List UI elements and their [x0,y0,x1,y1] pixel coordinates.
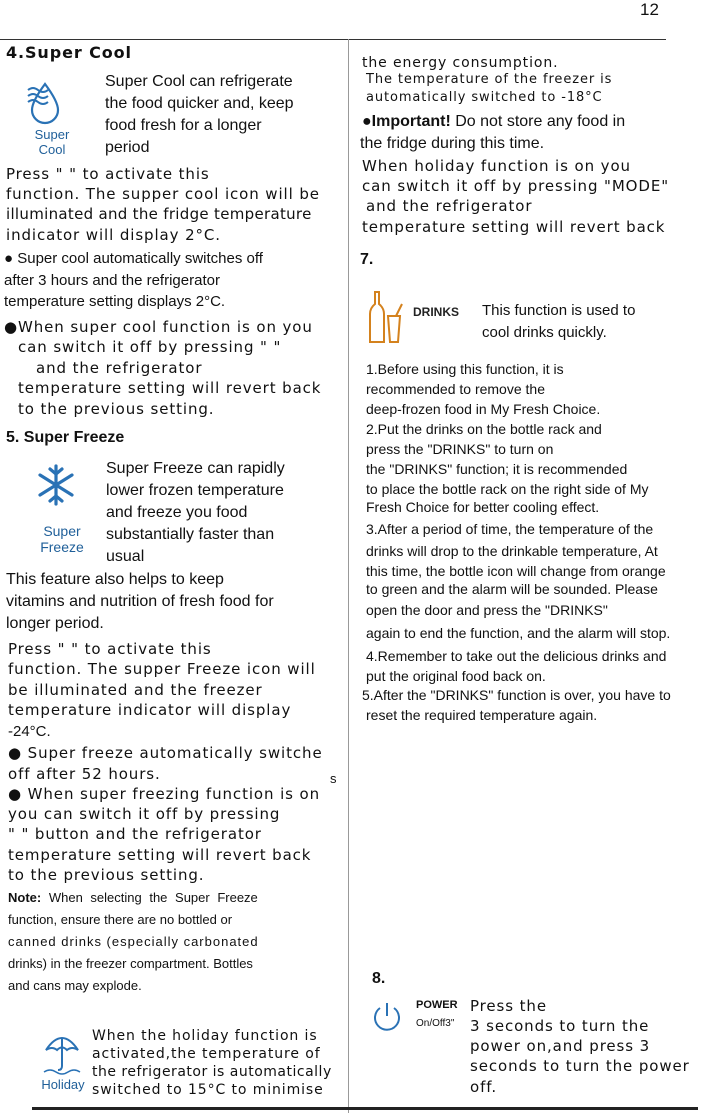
drinks-step-11: this time, the bottle icon will change from orange [366,563,666,579]
super-cool-press-3: illuminated and the fridge temperature [6,205,312,223]
drinks-step-17: 5.After the "DRINKS" function is over, you have to [362,687,671,703]
super-freeze-bullet-2c: " " button and the refrigerator [8,825,262,843]
super-freeze-icon-label: Super Freeze [40,523,84,556]
drinks-step-3: deep-frozen food in My Fresh Choice. [366,401,601,417]
drinks-step-16: put the original food back on. [366,668,546,684]
holiday-desc-2: activated,the temperature of [92,1046,321,1062]
power-icon-sub: On/Off3" [416,1018,455,1029]
power-desc-3: power on,and press 3 [470,1037,651,1055]
super-cool-press-1: Press " " to activate this [6,165,210,183]
super-freeze-bullet-1a: ● Super freeze automatically switche [8,744,323,762]
column-divider [348,39,349,1113]
super-freeze-desc-4: substantially faster than [106,526,275,543]
note-line-2: function, ensure there are no bottled or [8,912,233,927]
drinks-step-12: to green and the alarm will be sounded. Please [366,581,658,597]
power-icon [370,1000,404,1034]
power-desc-2: 3 seconds to turn the [470,1017,650,1035]
super-freeze-extra-2: vitamins and nutrition of fresh food for [6,593,274,610]
drinks-step-14: again to end the function, and the alarm will stop. [366,625,671,641]
drinks-step-8: Fresh Choice for better cooling effect. [366,499,600,515]
drinks-step-2: recommended to remove the [366,381,545,397]
holiday-off-2: can switch it off by pressing "MODE" [362,177,670,195]
stray-s: s [330,771,337,786]
drinks-desc-2: cool drinks quickly. [482,324,607,341]
note-line-5: and cans may explode. [8,978,142,993]
super-cool-desc-3: food fresh for a longer [105,117,262,134]
holiday-off-3: and the refrigerator [366,197,533,215]
top-rule [0,39,666,40]
super-cool-icon-label: Super Cool [34,127,70,157]
super-freeze-desc-5: usual [106,548,145,565]
page-number: 12 [640,0,659,19]
super-freeze-press-4: temperature indicator will display [8,701,292,719]
holiday-icon-label: Holiday [41,1077,85,1092]
power-desc-5: off. [470,1078,498,1096]
important-line-2: the fridge during this time. [360,135,545,152]
super-cool-icon [24,80,66,126]
super-freeze-desc-3: and freeze you food [106,504,248,521]
drinks-icon-label: DRINKS [413,305,460,319]
super-freeze-bullet-1b: off after 52 hours. [8,765,161,783]
super-freeze-press-3: be illuminated and the freezer [8,681,263,699]
power-icon-label: POWER [416,999,458,1011]
super-cool-bullet-2c: and the refrigerator [36,359,203,377]
drinks-step-10: drinks will drop to the drinkable temperature, At [366,543,658,559]
super-freeze-desc-2: lower frozen temperature [106,482,284,499]
super-freeze-bullet-2b: you can switch it off by pressing [8,805,281,823]
holiday-cont-3: automatically switched to -18°C [366,90,603,105]
drinks-step-1: 1.Before using this function, it is [366,361,564,377]
holiday-desc-1: When the holiday function is [92,1028,318,1044]
drinks-step-5: press the "DRINKS" to turn on [366,441,554,457]
holiday-umbrella-icon [42,1030,82,1076]
holiday-desc-4: switched to 15°C to minimise [92,1082,324,1098]
super-freeze-bullet-2d: temperature setting will revert back [8,846,312,864]
drinks-step-13: open the door and press the "DRINKS" [366,602,608,618]
super-cool-bullet-2b: can switch it off by pressing " " [18,338,282,356]
super-cool-press-4: indicator will display 2°C. [6,226,221,244]
super-cool-desc-1: Super Cool can refrigerate [105,73,293,90]
note-line-1: Note: When selecting the Super Freeze [8,890,258,905]
super-cool-bullet-1b: after 3 hours and the refrigerator [4,272,220,289]
super-cool-press-2: function. The supper cool icon will be [6,185,320,203]
section-7-number: 7. [360,251,374,268]
super-cool-bullet-2a: ●When super cool function is on you [4,318,313,336]
bottom-rule [32,1107,698,1110]
section-5-heading: 5. Super Freeze [6,429,125,446]
section-8-number: 8. [372,970,386,987]
important-line: ●Important! Do not store any food in [362,113,626,130]
drinks-step-15: 4.Remember to take out the delicious drinks and [366,648,667,664]
super-freeze-press-1: Press " " to activate this [8,640,212,658]
super-cool-bullet-1a: ● Super cool automatically switches off [4,250,263,267]
drinks-step-7: to place the bottle rack on the right side of My [366,481,649,497]
snowflake-icon [38,462,74,508]
drinks-step-9: 3.After a period of time, the temperature of the [366,521,654,537]
holiday-desc-3: the refrigerator is automatically [92,1064,332,1080]
super-freeze-extra-1: This feature also helps to keep [6,571,224,588]
super-freeze-press-5: -24°C. [8,723,51,740]
drinks-desc-1: This function is used to [482,302,636,319]
drinks-step-4: 2.Put the drinks on the bottle rack and [366,421,602,437]
holiday-off-1: When holiday function is on you [362,157,631,175]
drinks-step-18: reset the required temperature again. [366,707,598,723]
section-4-heading: 4.Super Cool [6,43,132,62]
note-line-4: drinks) in the freezer compartment. Bottles [8,956,253,971]
holiday-cont-1: the energy consumption. [362,55,559,71]
holiday-off-4: temperature setting will revert back [362,218,666,236]
super-cool-desc-4: period [105,139,150,156]
drinks-bottle-icon [366,290,404,344]
super-freeze-bullet-2a: ● When super freezing function is on [8,785,321,803]
power-desc-4: seconds to turn the power [470,1057,690,1075]
super-freeze-desc-1: Super Freeze can rapidly [106,460,285,477]
important-label: Important! [371,113,451,130]
super-freeze-press-2: function. The supper Freeze icon will [8,660,316,678]
super-cool-bullet-2d: temperature setting will revert back [18,379,322,397]
note-label: Note: [8,890,42,905]
super-freeze-extra-3: longer period. [6,615,104,632]
super-cool-bullet-1c: temperature setting displays 2°C. [4,293,226,310]
super-cool-desc-2: the food quicker and, keep [105,95,294,112]
power-desc-1: Press the [470,997,547,1015]
super-cool-bullet-2e: to the previous setting. [18,400,215,418]
note-line-3: canned drinks (especially carbonated [8,934,259,949]
super-freeze-bullet-2e: to the previous setting. [8,866,205,884]
drinks-step-6: the "DRINKS" function; it is recommended [366,461,628,477]
holiday-cont-2: The temperature of the freezer is [366,72,613,87]
